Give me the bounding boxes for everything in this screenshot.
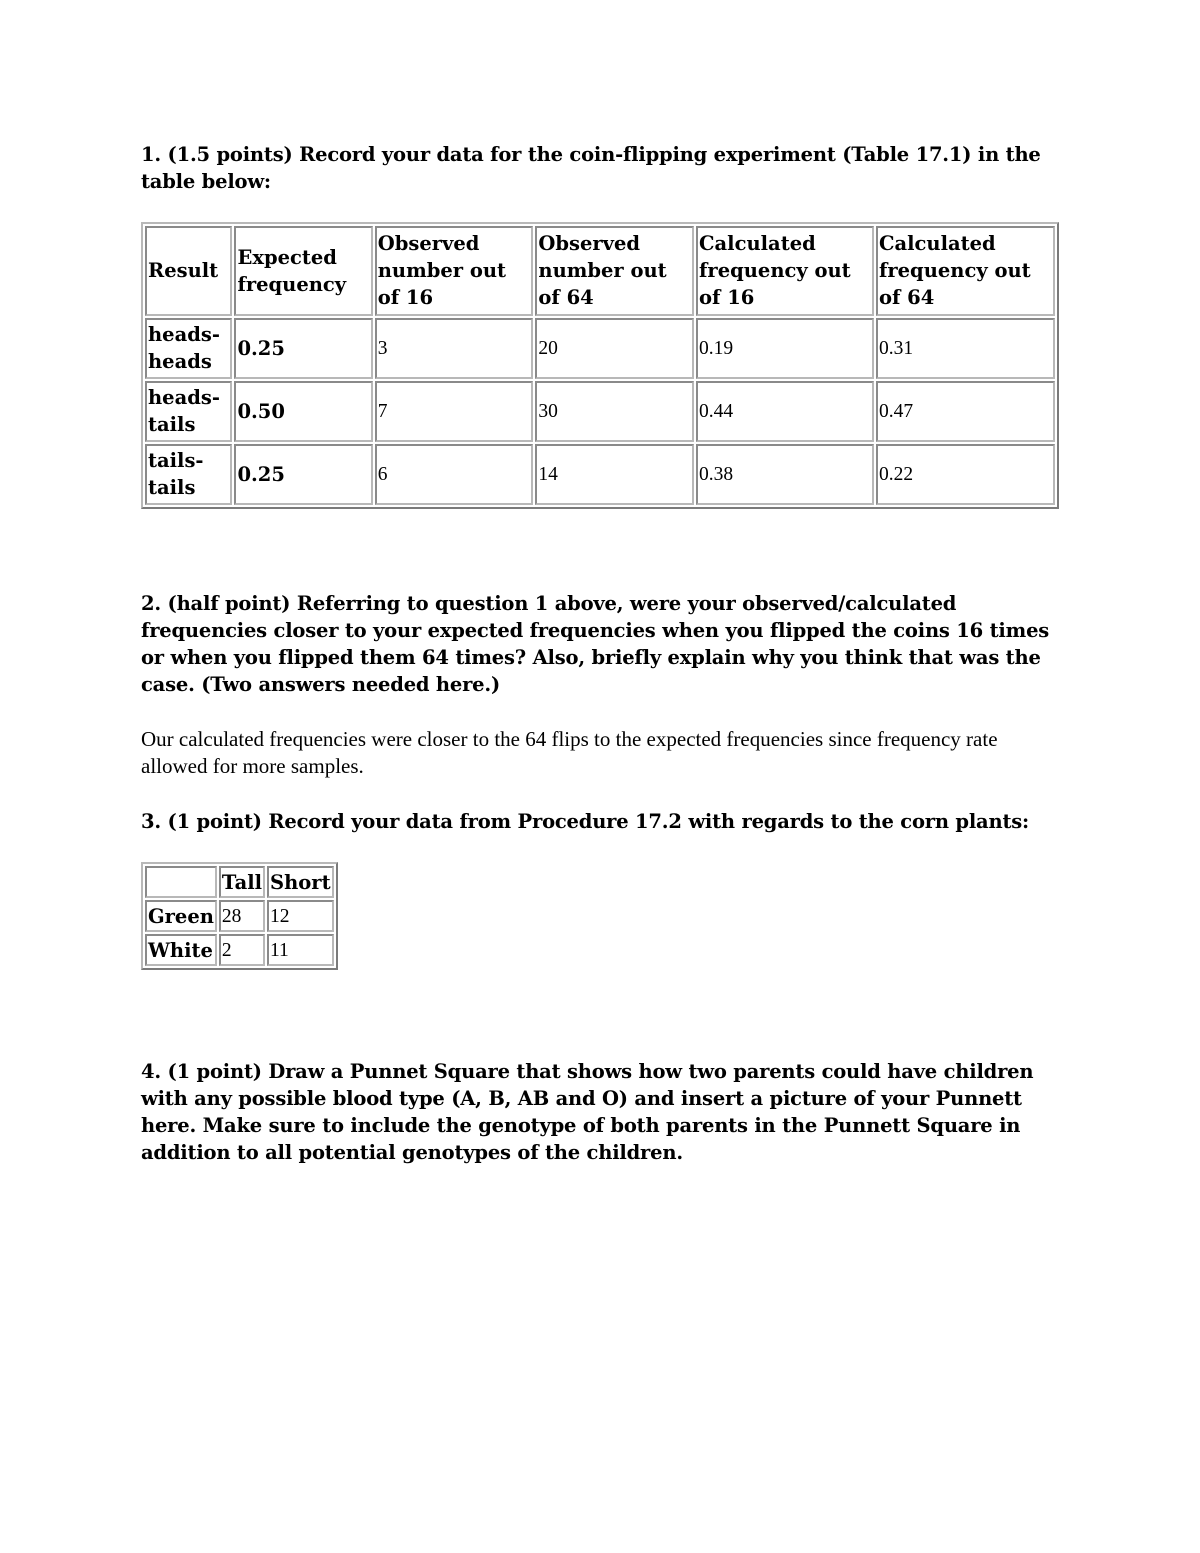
table-row xyxy=(145,900,334,932)
header-short: Short xyxy=(267,866,334,898)
header-empty xyxy=(145,866,217,898)
table-header-row xyxy=(145,866,334,898)
cell-calculated-16: 0.38 xyxy=(696,444,874,505)
cell-observed-16: 7 xyxy=(375,381,534,442)
cell-observed-16: 3 xyxy=(375,318,534,379)
table-row xyxy=(145,444,1055,505)
cell-calculated-16: 0.19 xyxy=(696,318,874,379)
cell-short: 12 xyxy=(267,900,334,932)
answer-2: Our calculated frequencies were closer to the 64 flips to the expected frequencies since frequency rate allowed for more samples. xyxy=(141,727,998,778)
cell-result: heads-tails xyxy=(145,381,232,442)
cell-short: 11 xyxy=(267,934,334,966)
cell-tall: 2 xyxy=(219,934,265,966)
header-calculated-16: Calculated frequency out of 16 xyxy=(696,226,874,316)
cell-expected: 0.25 xyxy=(234,444,372,505)
cell-calculated-64: 0.31 xyxy=(876,318,1055,379)
cell-observed-16: 6 xyxy=(375,444,534,505)
cell-tall: 28 xyxy=(219,900,265,932)
cell-calculated-64: 0.22 xyxy=(876,444,1055,505)
cell-result: tails-tails xyxy=(145,444,232,505)
cell-calculated-16: 0.44 xyxy=(696,381,874,442)
table-row xyxy=(145,318,1055,379)
header-observed-16: Observed number out of 16 xyxy=(375,226,534,316)
header-observed-64: Observed number out of 64 xyxy=(535,226,694,316)
corn-plants-table xyxy=(141,862,338,970)
cell-label: Green xyxy=(145,900,217,932)
question-2: 2. (half point) Referring to question 1 above, were your observed/calculated frequencies closer to your expected frequencies when you flipped the coins 16 times or when you flipped them 64 times? Also, briefly explain why you think that was the case. (Two answers needed here.) xyxy=(141,592,1050,696)
cell-observed-64: 14 xyxy=(535,444,694,505)
question-4: 4. (1 point) Draw a Punnet Square that shows how two parents could have children with any possible blood type (A, B, AB and O) and insert a picture of your Punnett here. Make sure to include the genotype of both parents in the Punnett Square in addition to all potential genotypes of the children. xyxy=(141,1060,1034,1164)
header-expected-frequency: Expected frequency xyxy=(234,226,372,316)
question-3: 3. (1 point) Record your data from Procedure 17.2 with regards to the corn plants: xyxy=(141,810,1030,833)
table-header-row xyxy=(145,226,1055,316)
cell-expected: 0.25 xyxy=(234,318,372,379)
header-calculated-64: Calculated frequency out of 64 xyxy=(876,226,1055,316)
cell-label: White xyxy=(145,934,217,966)
table-row xyxy=(145,934,334,966)
cell-result: heads-heads xyxy=(145,318,232,379)
table-row xyxy=(145,381,1055,442)
header-result: Result xyxy=(145,226,232,316)
cell-observed-64: 20 xyxy=(535,318,694,379)
header-tall: Tall xyxy=(219,866,265,898)
question-1: 1. (1.5 points) Record your data for the coin-flipping experiment (Table 17.1) in the table below: xyxy=(141,143,1041,193)
cell-observed-64: 30 xyxy=(535,381,694,442)
coin-flip-table xyxy=(141,222,1059,509)
cell-calculated-64: 0.47 xyxy=(876,381,1055,442)
cell-expected: 0.50 xyxy=(234,381,372,442)
